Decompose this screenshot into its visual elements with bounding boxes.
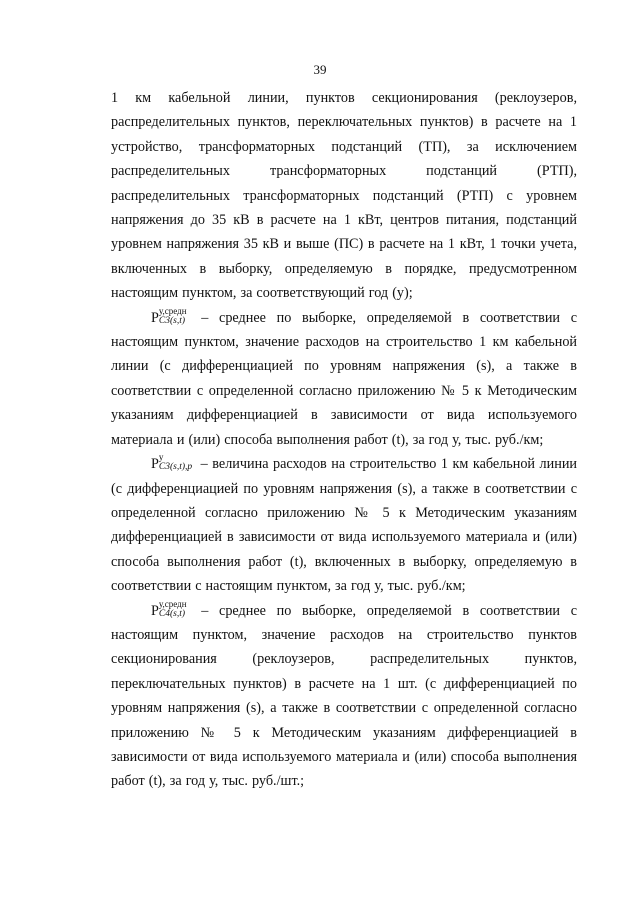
symbol-subscript: C4(s,t) [158, 608, 186, 619]
symbol-subscript: C3(s,t),p [158, 462, 193, 473]
symbol-base: P [151, 602, 159, 619]
formula-symbol [151, 452, 196, 476]
definition-text: – среднее по выборке, определяемой в соответствии с настоящим пунктом, значение расходов на строительство пунктов секционирования (реклоузеров, распределительных пунктов, переключательных пунктов) в расчете на 1 шт. (с дифференциацией по уровням напряжения (s), а также в соответствии с определенной согласно приложению № 5 к Методическим указаниям дифференциацией в зависимости от вида используемого материала и (или) способа выполнения работ (t), за год у, тыс. руб./шт.; [111, 602, 578, 790]
symbol-superscript: у,средн [158, 305, 187, 316]
definition-text: – величина расходов на строительство 1 км кабельной линии (с дифференциацией по уровням напряжения (s), а также в соответствии с определенной согласно приложению № 5 к Методическим указаниям дифференциацией в зависимости от вида используемого материала и (или) способа выполнения работ (t), включенных в выборку, определяемую в соответствии с настоящим пунктом, за год у, тыс. руб./км; [111, 456, 577, 595]
definition-avg-sectioning-cost [111, 599, 577, 794]
symbol-superscript: у,средн [158, 598, 187, 609]
definition-avg-cable-cost [111, 306, 577, 452]
symbol-base: P [151, 309, 159, 326]
document-body [111, 86, 577, 794]
paragraph-continuation: 1 км кабельной линии, пунктов секционирования (реклоузеров, распределительных пунктов, переключательных пунктов) в расчете на 1 устройство, трансформаторных подстанций (ТП), за исключением распределительных трансформаторных подстанций (РТП), распределительных трансформаторных подстанций (РТП) с уровнем напряжения до 35 кВ в расчете на 1 кВт, центров питания, подстанций уровнем напряжения 35 кВ и выше (ПС) в расчете на 1 кВт, 1 точки учета, включенных в выборку, определяемую в порядке, предусмотренном настоящим пунктом, за соответствующий год (у); [111, 90, 577, 302]
formula-symbol [151, 599, 191, 623]
definition-cable-cost [111, 452, 577, 598]
symbol-superscript: у [158, 452, 164, 463]
formula-symbol [151, 306, 191, 330]
page-number: 39 [313, 62, 327, 77]
symbol-subscript: C3(s,t) [158, 315, 186, 326]
definition-text: – среднее по выборке, определяемой в соответствии с настоящим пунктом, значение расходов на строительство 1 км кабельной линии (с дифференциацией по уровням напряжения (s), а также в соответствии с определенной согласно приложению № 5 к Методическим указаниям дифференциацией в зависимости от вида используемого материала и (или) способа выполнения работ (t), за год у, тыс. руб./км; [111, 309, 578, 448]
symbol-base: P [151, 456, 159, 473]
